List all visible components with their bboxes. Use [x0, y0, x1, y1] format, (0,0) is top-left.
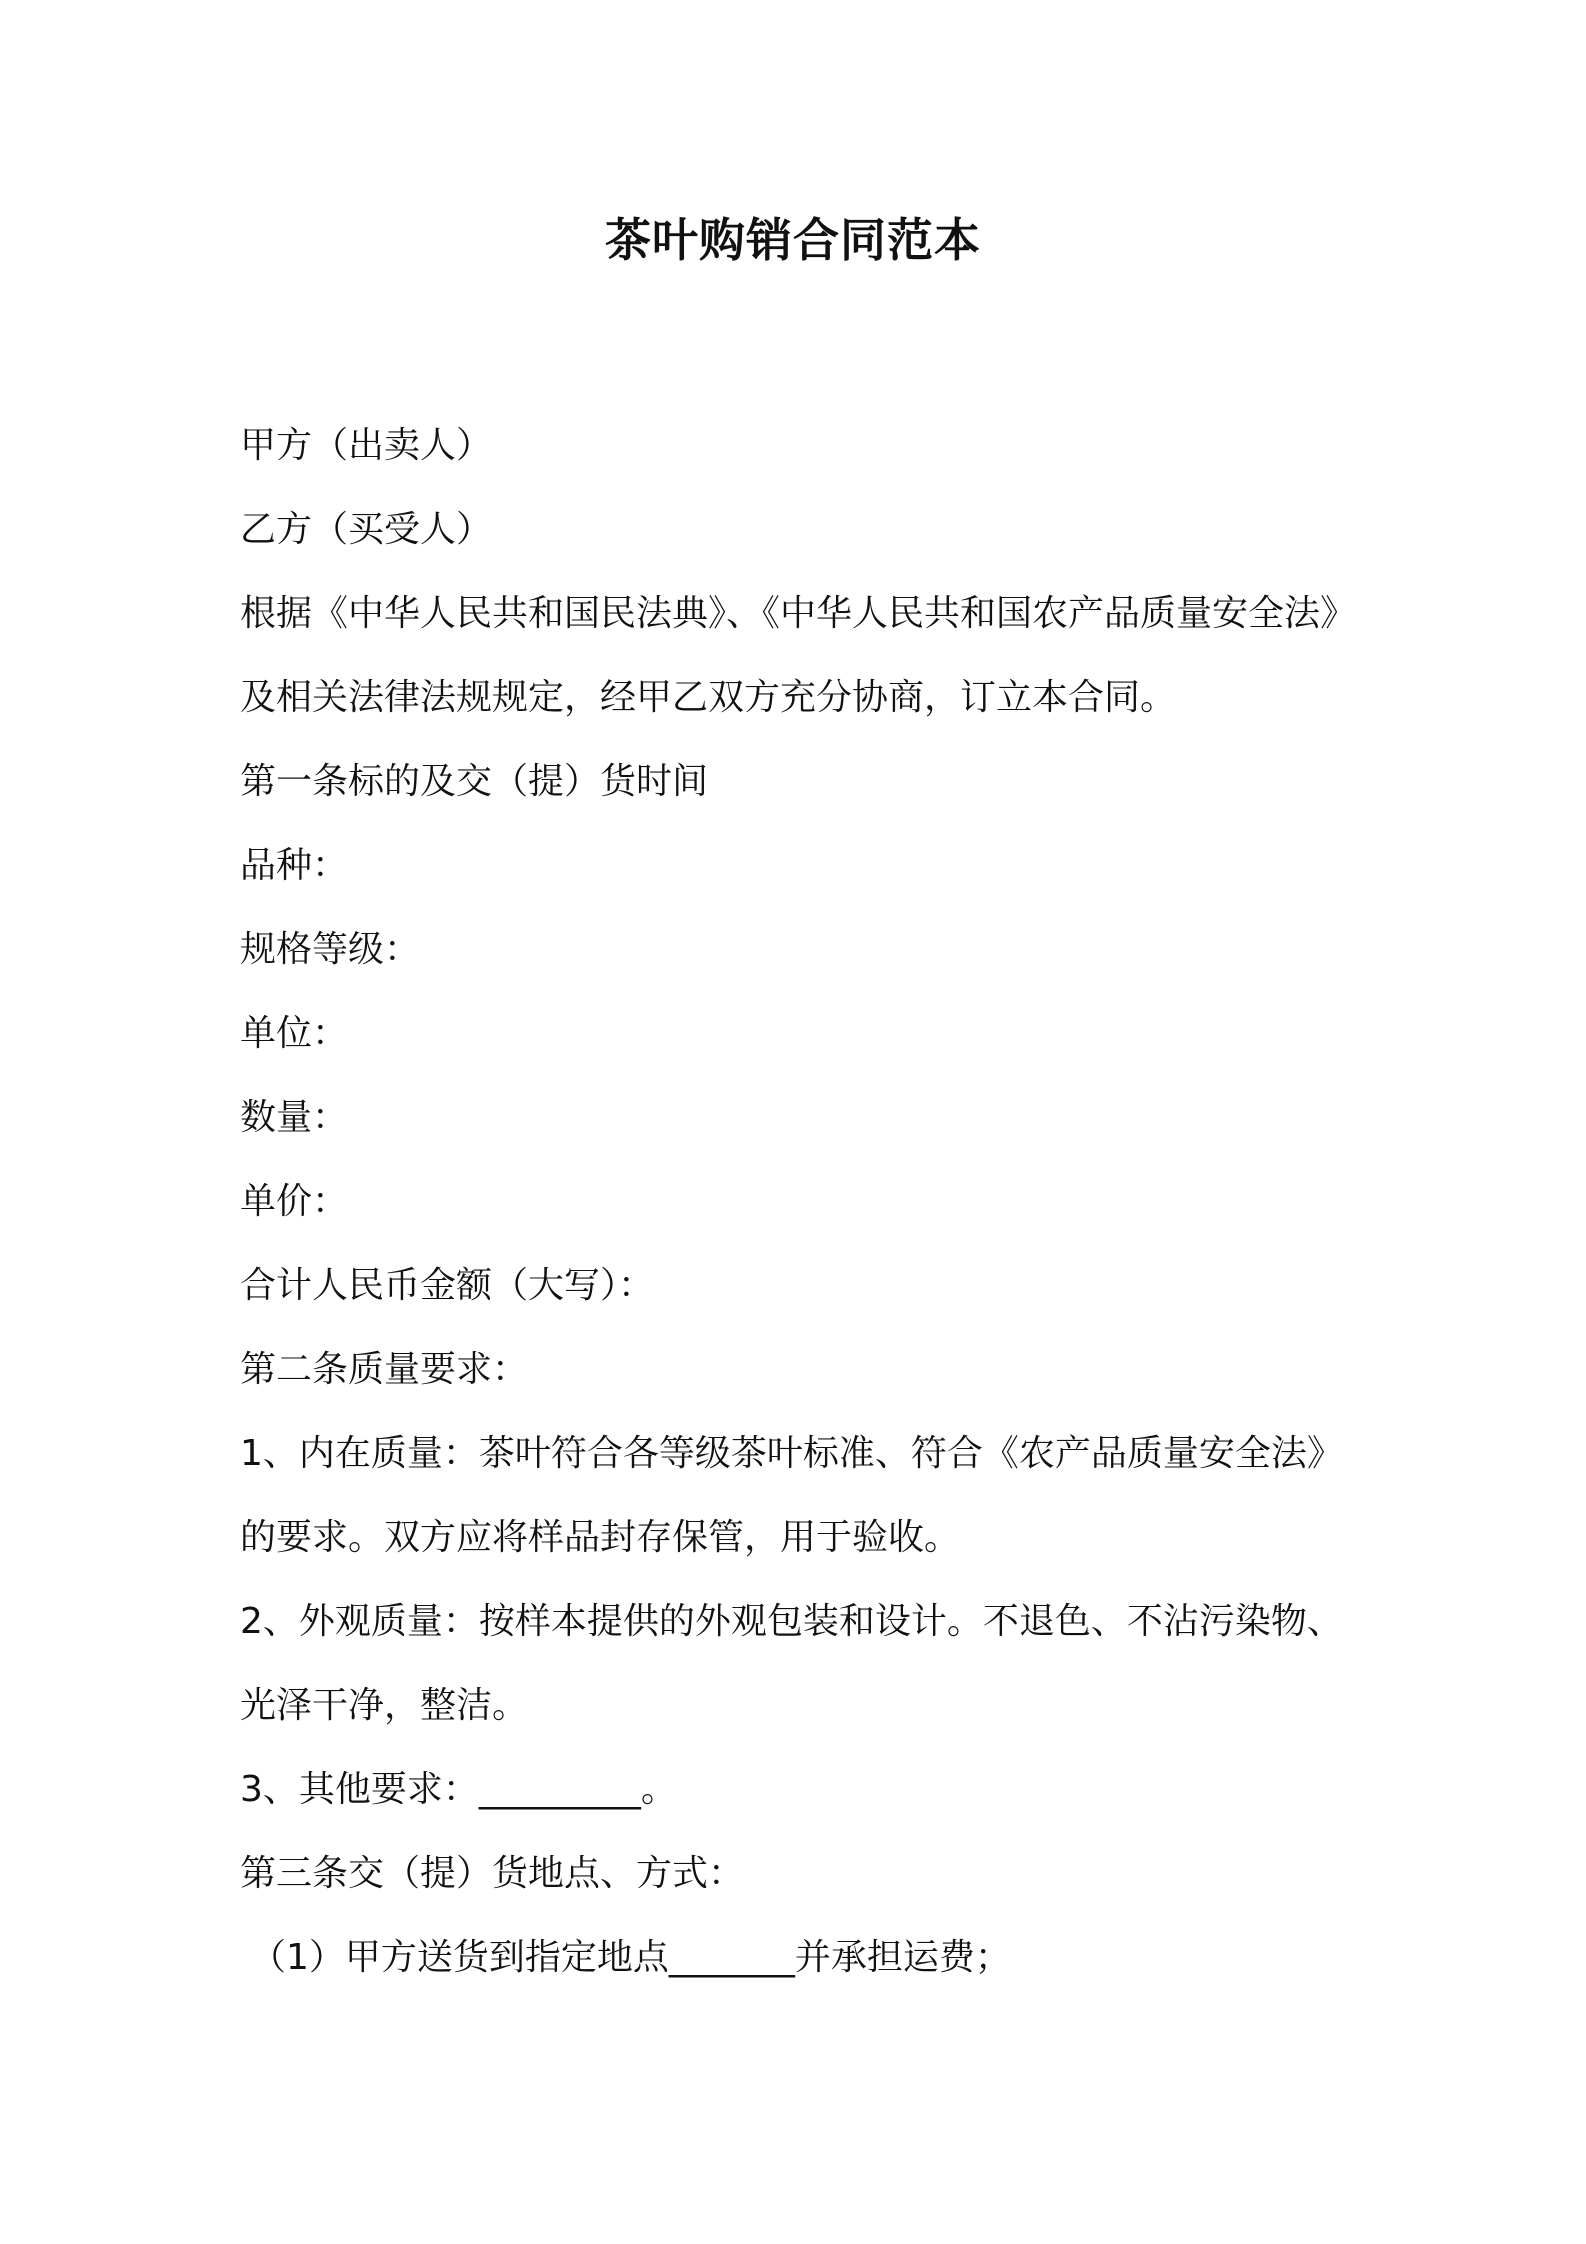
document-body [240, 404, 1370, 2000]
article-2-heading: 第二条质量要求： [240, 1349, 529, 1390]
appearance-quality-line-1: 2、外观质量：按样本提供的外观包装和设计。不退色、不沾污染物、 [240, 1601, 1343, 1642]
appearance-quality-line-2: 光泽干净，整洁。 [240, 1685, 529, 1726]
party-a-line: 甲方（出卖人） [240, 425, 493, 466]
unit-price-field: 单价： [240, 1181, 349, 1222]
article-1-heading: 第一条标的及交（提）货时间 [240, 761, 709, 802]
total-amount-field: 合计人民币金额（大写）： [240, 1265, 655, 1306]
party-b-line: 乙方（买受人） [240, 509, 493, 550]
internal-quality-line-1: 1、内在质量：茶叶符合各等级茶叶标准、符合《农产品质量安全法》 [240, 1433, 1343, 1474]
delivery-option-1: （1）甲方送货到指定地点_______并承担运费； [250, 1937, 1011, 1978]
article-3-heading: 第三条交（提）货地点、方式： [240, 1853, 745, 1894]
other-requirements-line: 3、其他要求：_________。 [240, 1769, 677, 1810]
document-title: 茶叶购销合同范本 [605, 213, 981, 267]
preamble-line-1: 根据《中华人民共和国民法典》、《中华人民共和国农产品质量安全法》 [240, 593, 1357, 634]
variety-field: 品种： [240, 845, 349, 886]
preamble-line-2: 及相关法律法规规定，经甲乙双方充分协商，订立本合同。 [240, 677, 1177, 718]
unit-field: 单位： [240, 1013, 349, 1054]
internal-quality-line-2: 的要求。双方应将样品封存保管，用于验收。 [240, 1517, 961, 1558]
grade-field: 规格等级： [240, 929, 421, 970]
quantity-field: 数量： [240, 1097, 349, 1138]
